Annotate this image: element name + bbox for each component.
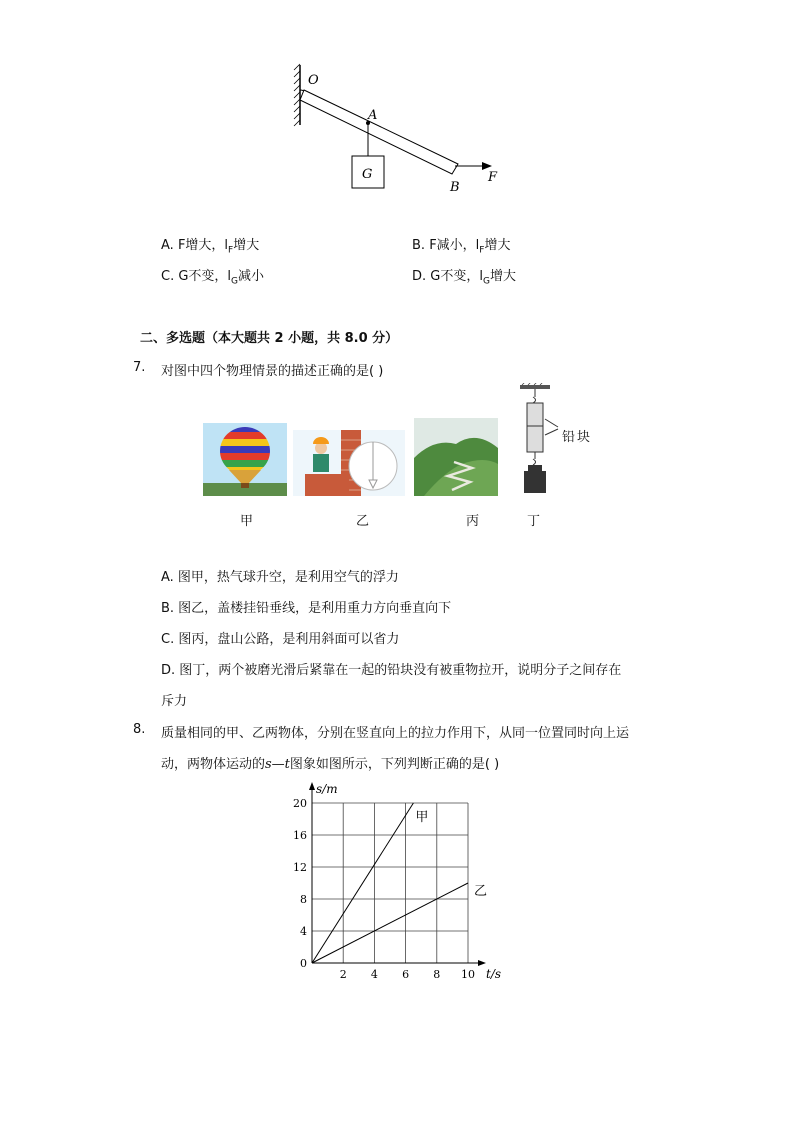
s-t-variable: s—t [265, 757, 290, 772]
chart-labels [293, 782, 501, 981]
q6-option-c[interactable]: C. G不变，$l_G$减小 [161, 269, 265, 287]
caption-ding: 丁 [527, 514, 541, 529]
series-line [312, 803, 413, 963]
q6-option-a[interactable]: A. F增大，$l_F$增大 [161, 238, 260, 256]
y-tick-label: 0 [300, 957, 307, 970]
caption-jia: 甲 [240, 514, 254, 529]
q6-option-b[interactable]: B. F减小，$l_F$增大 [412, 238, 511, 256]
chart-grid [312, 803, 468, 963]
y-tick-label: 16 [293, 829, 307, 842]
mountain-road-image [414, 418, 498, 496]
q7-option-d[interactable]: D. 图丁，两个被磨光滑后紧靠在一起的铅块没有被重物拉开，说明分子之间存在 [161, 663, 622, 678]
label-a: A [368, 108, 378, 123]
chart-axes [309, 782, 486, 966]
q7-stem: 对图中四个物理情景的描述正确的是( ) [161, 364, 384, 379]
q7-option-c[interactable]: C. 图丙，盘山公路，是利用斜面可以省力 [161, 632, 400, 647]
x-axis-label: t/s [486, 967, 502, 981]
q8-line2: 动，两物体运动的s—t图象如图所示，下列判断正确的是( ) [161, 757, 500, 772]
st-chart [280, 778, 520, 988]
q7-option-a[interactable]: A. 图甲，热气球升空，是利用空气的浮力 [161, 570, 399, 585]
label-b: B [450, 180, 460, 195]
x-tick-label: 6 [402, 968, 410, 981]
label-o: O [308, 73, 319, 88]
q7-number: 7. [133, 360, 146, 375]
x-axis-arrow [478, 960, 486, 966]
x-tick-label: 8 [433, 968, 441, 981]
q6-option-d[interactable]: D. G不变，$l_G$增大 [412, 269, 516, 287]
series-label: 乙 [474, 884, 488, 899]
series-label: 甲 [415, 810, 429, 825]
x-tick-label: 2 [339, 968, 347, 981]
q8-line1: 质量相同的甲、乙两物体，分别在竖直向上的拉力作用下，从同一位置同时向上运 [161, 726, 630, 741]
x-tick-label: 10 [461, 968, 475, 981]
q7-option-b[interactable]: B. 图乙，盖楼挂铅垂线，是利用重力方向垂直向下 [161, 601, 452, 616]
x-tick-label: 4 [370, 968, 378, 981]
balloon-image [203, 423, 287, 496]
series-line [312, 883, 468, 963]
y-axis-label: s/m [316, 782, 338, 796]
label-f: F [488, 170, 498, 185]
q7-option-d-continued: 斥力 [161, 694, 188, 709]
caption-yi: 乙 [356, 514, 370, 529]
caption-bing: 丙 [466, 514, 480, 529]
y-axis-arrow [309, 782, 315, 790]
y-tick-label: 8 [300, 893, 307, 906]
y-tick-label: 12 [293, 861, 307, 874]
q8-number: 8. [133, 722, 146, 737]
label-g: G [362, 167, 373, 182]
lead-block-label: 铅块 [562, 430, 593, 445]
lever-figure [290, 60, 510, 195]
chart-series [312, 803, 468, 963]
y-tick-label: 4 [300, 925, 307, 938]
plumb-line-image [293, 430, 405, 496]
section-heading: 二、多选题（本大题共 2 小题，共 8.0 分） [140, 331, 399, 346]
y-tick-label: 20 [293, 797, 307, 810]
